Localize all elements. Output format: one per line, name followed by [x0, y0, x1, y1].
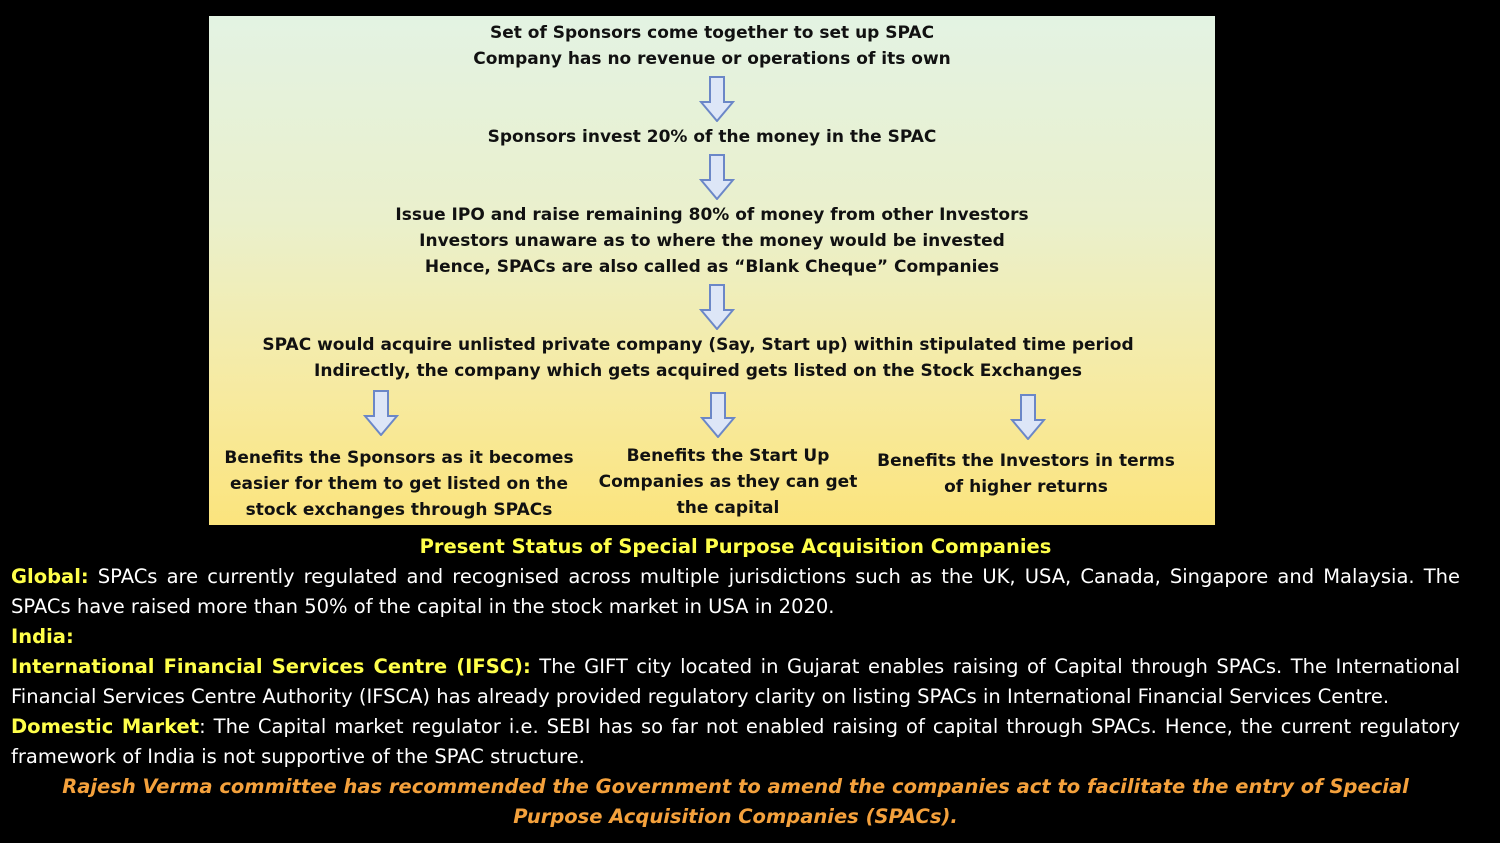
present-status-section [11, 532, 1460, 832]
benefit-investors [871, 448, 1181, 500]
flow-step-1 [209, 20, 1215, 72]
benefit-sponsors-line-3: stock exchanges through SPACs [245, 500, 553, 520]
domestic-label: Domestic Market [11, 715, 200, 738]
down-arrow-icon [1010, 394, 1046, 440]
global-paragraph [11, 562, 1460, 622]
down-arrow-icon [699, 154, 735, 200]
flow-step-1-line-1: Set of Sponsors come together to set up SPAC [489, 23, 935, 43]
global-label: Global: [11, 565, 89, 588]
global-text: SPACs are currently regulated and recognised across multiple jurisdictions such as the UK, USA, Canada, Singapore and Malaysia. The SPACs have raised more than 50% of the capital in the stock market in USA in 2020. [11, 565, 1460, 618]
benefit-startups-line-2: Companies as they can get [598, 472, 858, 492]
india-heading [11, 622, 1460, 652]
flow-step-2 [209, 124, 1215, 150]
india-label: India: [11, 625, 74, 648]
benefit-investors-line-1: Benefits the Investors in terms [877, 451, 1175, 471]
benefit-startups-line-3: the capital [676, 498, 780, 518]
flow-step-2-line-1: Sponsors invest 20% of the money in the SPAC [487, 127, 937, 147]
benefit-investors-line-2: of higher returns [944, 477, 1108, 497]
flow-step-4-line-1: SPAC would acquire unlisted private company (Say, Start up) within stipulated time period [262, 335, 1134, 355]
benefit-sponsors [219, 445, 579, 523]
ifsc-label: International Financial Services Centre (IFSC): [11, 655, 531, 678]
down-arrow-icon [363, 390, 399, 436]
flow-step-1-line-2: Company has no revenue or operations of its own [473, 49, 951, 69]
committee-note: Rajesh Verma committee has recommended the Government to amend the companies act to facilitate the entry of Special Purpose Acquisition Companies (SPACs). [62, 775, 1409, 828]
down-arrow-icon [699, 284, 735, 330]
domestic-text: : The Capital market regulator i.e. SEBI has so far not enabled raising of capital through SPACs. Hence, the current regulatory framework of India is not supportive of the SPAC structure. [11, 715, 1460, 768]
spac-flow-diagram [209, 16, 1215, 525]
ifsc-paragraph [11, 652, 1460, 712]
flow-step-3 [209, 202, 1215, 280]
benefit-sponsors-line-2: easier for them to get listed on the [230, 474, 568, 494]
ifsc-text: The GIFT city located in Gujarat enables raising of Capital through SPACs. The International Financial Services Centre Authority (IFSCA) has already provided regulatory clarity on listing SPACs in International Financial Services Centre. [11, 655, 1460, 708]
benefit-startups-line-1: Benefits the Start Up [626, 446, 830, 466]
flow-step-3-line-3: Hence, SPACs are also called as “Blank Cheque” Companies [424, 257, 1000, 277]
domestic-paragraph [11, 712, 1460, 772]
down-arrow-icon [699, 76, 735, 122]
flow-step-4 [195, 332, 1201, 384]
flow-step-4-line-2: Indirectly, the company which gets acquired gets listed on the Stock Exchanges [314, 361, 1082, 381]
flow-step-3-line-2: Investors unaware as to where the money would be invested [419, 231, 1005, 251]
benefit-startups [593, 443, 863, 521]
flow-step-3-line-1: Issue IPO and raise remaining 80% of money from other Investors [395, 205, 1029, 225]
down-arrow-icon [700, 392, 736, 438]
section-heading: Present Status of Special Purpose Acquisition Companies [419, 535, 1052, 558]
benefit-sponsors-line-1: Benefits the Sponsors as it becomes [224, 448, 574, 468]
